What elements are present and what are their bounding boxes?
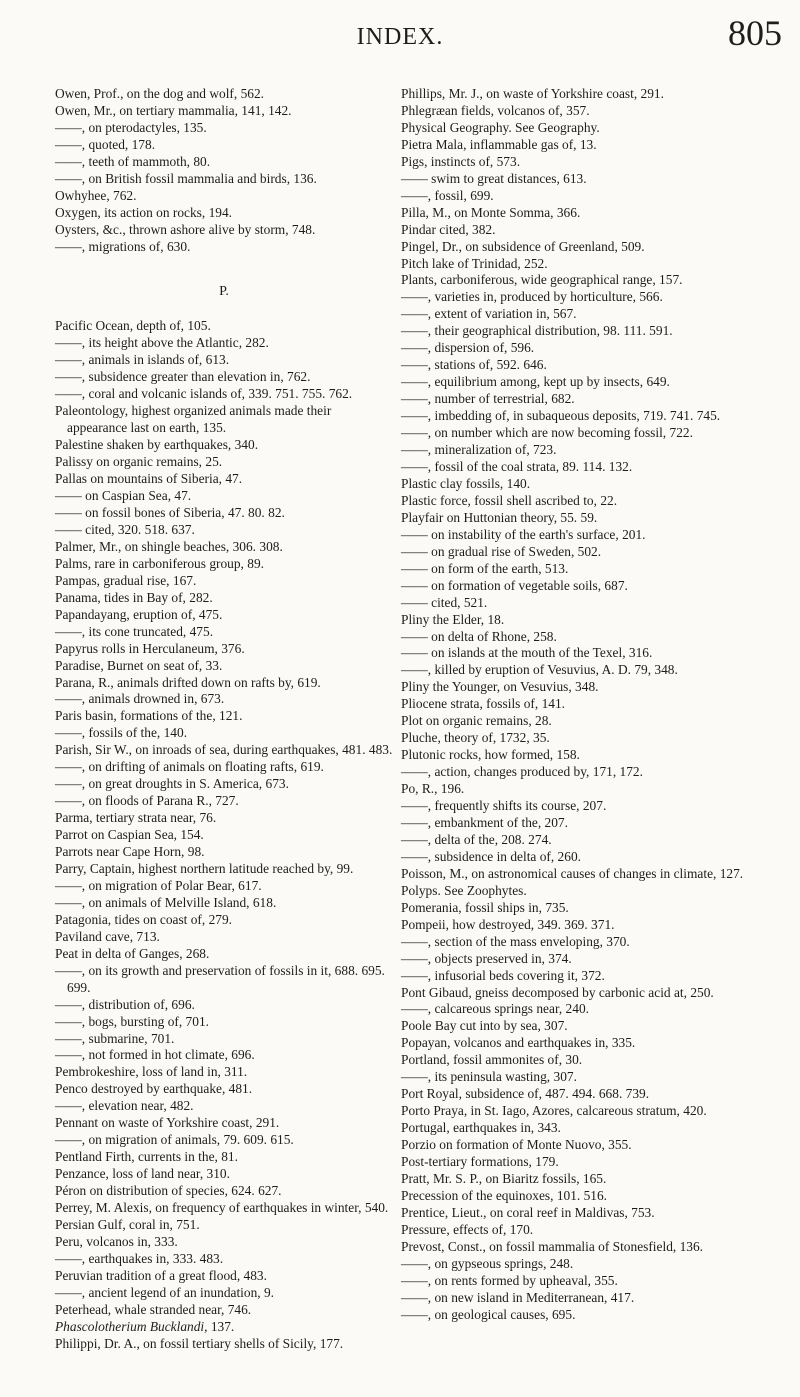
index-entry: Oxygen, its action on rocks, 194. — [55, 204, 233, 220]
index-entry: Poisson, M., on astronomical causes of changes in climate, 127. — [401, 865, 744, 881]
index-entry: Phlegræan fields, volcanos of, 357. — [401, 102, 590, 118]
index-entry: ——, ancient legend of an inundation, 9. — [55, 1284, 275, 1300]
index-entry: Pliocene strata, fossils of, 141. — [401, 696, 566, 712]
index-entry-phascolotherium — [55, 1319, 393, 1336]
index-entry: ——, action, changes produced by, 171, 172. — [401, 764, 643, 780]
index-entry: Palestine shaken by earthquakes, 340. — [55, 437, 259, 453]
index-entry: Owen, Prof., on the dog and wolf, 562. — [55, 86, 265, 101]
entries-p-right — [401, 86, 781, 1324]
index-entry: Pindar cited, 382. — [401, 221, 496, 237]
index-entry: Paleontology, highest organized animals made their appearance last on earth, 135. — [55, 403, 332, 436]
index-entry: Pingel, Dr., on subsidence of Greenland, 509. — [401, 238, 645, 254]
index-entry: ——, number of terrestrial, 682. — [401, 391, 575, 407]
index-entry: Pomerania, fossil ships in, 735. — [401, 899, 569, 915]
index-entry: Penco destroyed by earthquake, 481. — [55, 1081, 253, 1097]
index-entry: ——, bogs, bursting of, 701. — [55, 1013, 209, 1029]
index-entry: Pont Gibaud, gneiss decomposed by carbonic acid at, 250. — [401, 984, 714, 1000]
index-entry: Plastic clay fossils, 140. — [401, 475, 531, 491]
index-entry: ——, on geological causes, 695. — [401, 1306, 576, 1322]
index-entry: ——, fossils of the, 140. — [55, 725, 188, 741]
index-entry: ——, stations of, 592. 646. — [401, 357, 547, 373]
index-entry: Parana, R., animals drifted down on rafts by, 619. — [55, 674, 321, 690]
entries-before-p — [55, 86, 393, 256]
index-entry-philippi: Philippi, Dr. A., on fossil tertiary shells of Sicily, 177. — [55, 1335, 344, 1351]
index-entry: Porto Praya, in St. Iago, Azores, calcareous stratum, 420. — [401, 1103, 707, 1119]
index-entry: Peru, volcanos in, 333. — [55, 1233, 178, 1249]
index-entry: Palissy on organic remains, 25. — [55, 454, 223, 470]
index-entry: Plutonic rocks, how formed, 158. — [401, 747, 580, 763]
index-entry: ——, elevation near, 482. — [55, 1098, 194, 1114]
index-entry: ——, imbedding of, in subaqueous deposits, 719. 741. 745. — [401, 408, 721, 424]
index-entry: Pliny the Younger, on Vesuvius, 348. — [401, 679, 599, 695]
index-entry: Portland, fossil ammonites of, 30. — [401, 1052, 583, 1068]
index-entry: Pacific Ocean, depth of, 105. — [55, 318, 211, 334]
index-entry: Oysters, &c., thrown ashore alive by storm, 748. — [55, 221, 316, 237]
index-entry: Pompeii, how destroyed, 349. 369. 371. — [401, 916, 615, 932]
index-entry: Owen, Mr., on tertiary mammalia, 141, 142. — [55, 102, 292, 118]
index-entry: ——, on British fossil mammalia and birds, 136. — [55, 170, 317, 186]
index-entry: ——, dispersion of, 596. — [401, 340, 535, 356]
index-entry: ——, on drifting of animals on floating rafts, 619. — [55, 759, 324, 775]
index-entry: Physical Geography. See Geography. — [401, 119, 600, 135]
italic-term: Phascolotherium Bucklandi, — [55, 1318, 208, 1334]
index-entry: ——, quoted, 178. — [55, 136, 156, 152]
index-entry: Pluche, theory of, 1732, 35. — [401, 730, 550, 746]
index-entry: ——, on number which are now becoming fossil, 722. — [401, 425, 693, 441]
page-title: INDEX. — [356, 24, 444, 50]
index-entry: Phillips, Mr. J., on waste of Yorkshire coast, 291. — [401, 86, 664, 101]
index-entry: ——, submarine, 701. — [55, 1030, 175, 1046]
index-entry: Perrey, M. Alexis, on frequency of earthquakes in winter, 540. — [55, 1200, 389, 1216]
index-entry: ——, migrations of, 630. — [55, 238, 191, 254]
entry-pages: 137. — [207, 1318, 235, 1334]
index-entry: Pitch lake of Trinidad, 252. — [401, 255, 548, 271]
right-column — [401, 86, 781, 1324]
index-entry: ——, distribution of, 696. — [55, 996, 195, 1012]
index-entry: —— on Caspian Sea, 47. — [55, 488, 192, 504]
index-entry: ——, objects preserved in, 374. — [401, 950, 572, 966]
index-entry: Péron on distribution of species, 624. 627. — [55, 1183, 282, 1199]
index-entry: —— on delta of Rhone, 258. — [401, 628, 557, 644]
index-entry: Paradise, Burnet on seat of, 33. — [55, 657, 223, 673]
index-entry: —— cited, 521. — [401, 594, 488, 610]
index-entry: ——, frequently shifts its course, 207. — [401, 798, 607, 814]
left-column — [55, 86, 393, 1353]
index-entry: ——, varieties in, produced by horticulture, 566. — [401, 289, 663, 305]
index-entry: ——, its height above the Atlantic, 282. — [55, 335, 269, 351]
index-entry: ——, killed by eruption of Vesuvius, A. D. 79, 348. — [401, 662, 678, 678]
index-entry: ——, mineralization of, 723. — [401, 442, 557, 458]
index-entry: ——, delta of the, 208. 274. — [401, 831, 552, 847]
index-entry: Pigs, instincts of, 573. — [401, 153, 521, 169]
index-entry: Pilla, M., on Monte Somma, 366. — [401, 204, 581, 220]
section-letter-p: P. — [219, 283, 229, 299]
index-entry: ——, on animals of Melville Island, 618. — [55, 894, 277, 910]
index-entry: ——, fossil of the coal strata, 89. 114. 132. — [401, 458, 633, 474]
index-entry: ——, embankment of the, 207. — [401, 814, 568, 830]
index-entry: ——, infusorial beds covering it, 372. — [401, 967, 605, 983]
index-entry: ——, its cone truncated, 475. — [55, 623, 214, 639]
index-entry: Portugal, earthquakes in, 343. — [401, 1120, 561, 1136]
index-entry: ——, on new island in Mediterranean, 417. — [401, 1289, 635, 1305]
index-entry: ——, animals in islands of, 613. — [55, 352, 230, 368]
index-entry: Parry, Captain, highest northern latitude reached by, 99. — [55, 860, 354, 876]
index-entry: ——, animals drowned in, 673. — [55, 691, 225, 707]
index-entry: Parma, tertiary strata near, 76. — [55, 810, 217, 826]
index-entry: ——, on gypseous springs, 248. — [401, 1255, 574, 1271]
index-entry: Pratt, Mr. S. P., on Biaritz fossils, 165. — [401, 1171, 607, 1186]
index-entry: Paris basin, formations of the, 121. — [55, 708, 243, 724]
index-entry: ——, their geographical distribution, 98. 111. 591. — [401, 323, 673, 339]
index-entry: ——, on migration of Polar Bear, 617. — [55, 877, 262, 893]
index-entry: ——, subsidence in delta of, 260. — [401, 848, 581, 864]
index-entry: Palmer, Mr., on shingle beaches, 306. 308. — [55, 538, 283, 554]
index-entry: Pentland Firth, currents in the, 81. — [55, 1149, 238, 1165]
index-entry: Poole Bay cut into by sea, 307. — [401, 1018, 568, 1034]
index-entry: ——, section of the mass enveloping, 370. — [401, 933, 630, 949]
index-entry: Panama, tides in Bay of, 282. — [55, 589, 213, 605]
index-entry: Penzance, loss of land near, 310. — [55, 1166, 230, 1182]
index-entry: Precession of the equinoxes, 101. 516. — [401, 1187, 608, 1203]
index-entry: Pressure, effects of, 170. — [401, 1221, 534, 1237]
index-entry: —— on form of the earth, 513. — [401, 560, 569, 576]
index-entry: ——, on pterodactyles, 135. — [55, 119, 207, 135]
entries-p-left — [55, 318, 393, 1318]
index-entry: ——, teeth of mammoth, 80. — [55, 153, 211, 169]
index-entry: ——, on great droughts in S. America, 673. — [55, 776, 289, 792]
index-entry: Popayan, volcanos and earthquakes in, 335. — [401, 1035, 636, 1051]
index-entry: Owhyhee, 762. — [55, 187, 137, 203]
index-entry: Parrots near Cape Horn, 98. — [55, 844, 205, 860]
index-entry: Pallas on mountains of Siberia, 47. — [55, 471, 243, 487]
index-entry: Plants, carboniferous, wide geographical range, 157. — [401, 272, 683, 288]
index-entry: Peat in delta of Ganges, 268. — [55, 945, 210, 961]
index-entry: Po, R., 196. — [401, 781, 465, 797]
index-entry: ——, on floods of Parana R., 727. — [55, 793, 239, 809]
index-entry: Pennant on waste of Yorkshire coast, 291. — [55, 1115, 280, 1131]
index-entry: ——, subsidence greater than elevation in, 762. — [55, 369, 311, 385]
index-entry: Plastic force, fossil shell ascribed to, 22. — [401, 492, 618, 508]
index-entry: Paviland cave, 713. — [55, 928, 160, 944]
index-entry: Post-tertiary formations, 179. — [401, 1154, 559, 1170]
index-entry: ——, extent of variation in, 567. — [401, 306, 577, 322]
index-entry: —— cited, 320. 518. 637. — [55, 521, 195, 537]
page-header — [0, 12, 800, 62]
index-entry: ——, its peninsula wasting, 307. — [401, 1069, 577, 1085]
index-entry: —— swim to great distances, 613. — [401, 170, 587, 186]
index-entry: ——, on rents formed by upheaval, 355. — [401, 1272, 618, 1288]
index-entry: Peterhead, whale stranded near, 746. — [55, 1301, 252, 1317]
index-entry: ——, equilibrium among, kept up by insects, 649. — [401, 374, 670, 390]
index-entry: Pietra Mala, inflammable gas of, 13. — [401, 136, 597, 152]
index-entry: ——, on its growth and preservation of fossils in it, 688. 695. 699. — [55, 962, 385, 995]
index-entry: Peruvian tradition of a great flood, 483. — [55, 1267, 267, 1283]
index-entry: Persian Gulf, coral in, 751. — [55, 1217, 200, 1232]
index-entry: Prevost, Const., on fossil mammalia of Stonesfield, 136. — [401, 1238, 704, 1254]
index-entry: Pembrokeshire, loss of land in, 311. — [55, 1064, 248, 1080]
index-entry: —— on islands at the mouth of the Texel, 316. — [401, 645, 653, 661]
index-entry: Polyps. See Zoophytes. — [401, 882, 527, 898]
index-entry: Parish, Sir W., on inroads of sea, during earthquakes, 481. 483. — [55, 742, 393, 758]
index-entry: Papyrus rolls in Herculaneum, 376. — [55, 640, 245, 656]
index-entry: —— on gradual rise of Sweden, 502. — [401, 543, 602, 559]
index-entry: Patagonia, tides on coast of, 279. — [55, 911, 233, 927]
index-entry: —— on fossil bones of Siberia, 47. 80. 82. — [55, 504, 285, 520]
index-entry: Parrot on Caspian Sea, 154. — [55, 827, 204, 843]
index-entry: Pliny the Elder, 18. — [401, 611, 505, 627]
index-entry: Papandayang, eruption of, 475. — [55, 606, 223, 622]
index-entry: ——, not formed in hot climate, 696. — [55, 1047, 255, 1063]
index-entry: —— on formation of vegetable soils, 687. — [401, 577, 628, 593]
index-entry: Palms, rare in carboniferous group, 89. — [55, 555, 264, 571]
page-number: 805 — [728, 13, 782, 53]
index-entry: ——, calcareous springs near, 240. — [401, 1001, 589, 1017]
index-entry: Pampas, gradual rise, 167. — [55, 572, 197, 588]
index-entry: ——, fossil, 699. — [401, 187, 494, 203]
index-entry: Port Royal, subsidence of, 487. 494. 668. 739. — [401, 1086, 650, 1102]
index-entry: Prentice, Lieut., on coral reef in Maldivas, 753. — [401, 1204, 655, 1220]
index-entry: Porzio on formation of Monte Nuovo, 355. — [401, 1137, 632, 1153]
index-entry: ——, coral and volcanic islands of, 339. 751. 755. 762. — [55, 386, 353, 402]
index-entry: ——, earthquakes in, 333. 483. — [55, 1250, 224, 1266]
index-entry: Plot on organic remains, 28. — [401, 713, 552, 729]
index-entry: Playfair on Huttonian theory, 55. 59. — [401, 509, 598, 525]
index-entry: ——, on migration of animals, 79. 609. 615. — [55, 1132, 294, 1148]
index-entry: —— on instability of the earth's surface, 201. — [401, 526, 646, 542]
